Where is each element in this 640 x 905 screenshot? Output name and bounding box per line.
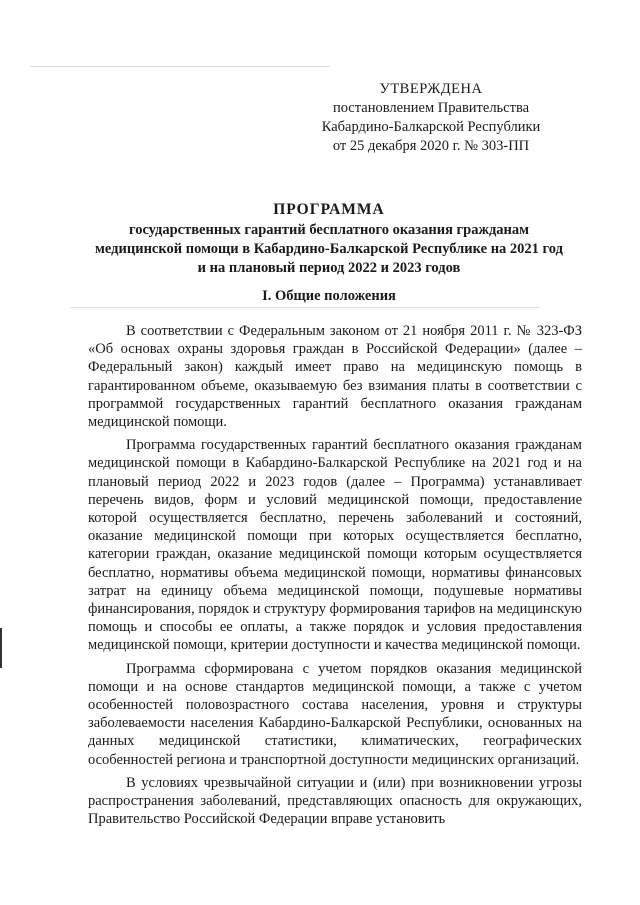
title-line-2: медицинской помощи в Кабардино-Балкарской Республике на 2021 год: [95, 241, 563, 257]
paragraph: Программа государственных гарантий бесплатного оказания гражданам медицинской помощи в Кабардино-Балкарской Республике на 2021 год и на плановый период 2022 и 2023 годов (далее – Программа) устанавливает перечень видов, форм и условий медицинской помощи, предоставление которой осуществляется бесплатно, перечень заболеваний и состояний, оказание медицинской помощи при которых осуществляется бесплатно, категории граждан, оказание медицинской помощи которым осуществляется бесплатно, нормативы объема медицинской помощи, нормативы финансовых затрат на единицу объема медицинской помощи, подушевые нормативы финансирования, порядок и структуру формирования тарифов на медицинскую помощь и способы ее оплаты, а также порядок и условия предоставления медицинской помощи, критерии доступности и качества медицинской помощи.: [88, 437, 582, 654]
paragraph: В условиях чрезвычайной ситуации и (или) при возникновении угрозы распространения заболеваний, представляющих опасность для окружающих, Правительство Российской Федерации вправе установить: [88, 774, 582, 828]
section-heading: I. Общие положения: [262, 288, 396, 304]
title-main: ПРОГРАММА: [273, 201, 385, 218]
margin-mark: [0, 628, 2, 668]
title-line-3: и на плановый период 2022 и 2023 годов: [197, 260, 461, 276]
approval-line-1: постановлением Правительства: [332, 100, 530, 116]
approval-stamp: [300, 80, 562, 156]
scan-noise-section: [70, 307, 540, 308]
approval-line-2: Кабардино-Балкарской Республики: [321, 119, 541, 135]
scan-noise-top: [30, 66, 330, 67]
body-text: [88, 322, 582, 833]
document-title: [78, 200, 580, 278]
paragraph: Программа сформирована с учетом порядков оказания медицинской помощи и на основе стандартов медицинской помощи, а также с учетом особенностей половозрастного состава населения, уровня и структуры заболеваемости населения Кабардино-Балкарской Республики, основанных на данных медицинской статистики, климатических, географических особенностей региона и транспортной доступности медицинских организаций.: [88, 660, 582, 768]
approval-heading: УТВЕРЖДЕНА: [379, 81, 483, 97]
approval-line-3: от 25 декабря 2020 г. № 303-ПП: [332, 138, 530, 154]
title-line-1: государственных гарантий бесплатного оказания гражданам: [128, 222, 530, 238]
paragraph: В соответствии с Федеральным законом от 21 ноября 2011 г. № 323-ФЗ «Об основах охраны здоровья граждан в Российской Федерации» (далее – Федеральный закон) каждый имеет право на медицинскую помощь в гарантированном объеме, оказываемую без взимания платы в соответствии с программой государственных гарантий бесплатного оказания гражданам медицинской помощи.: [88, 323, 582, 431]
